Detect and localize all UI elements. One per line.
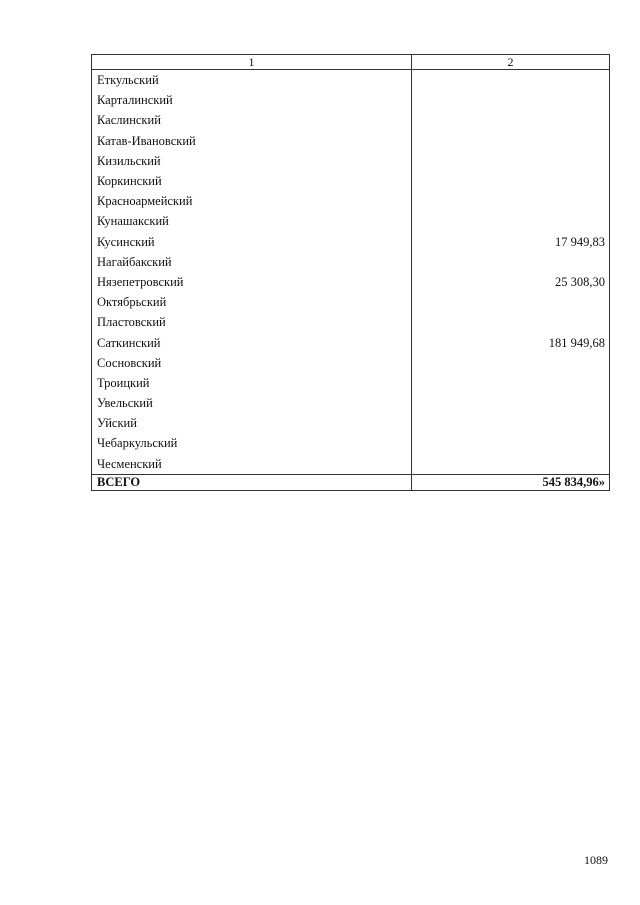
district-value (412, 171, 610, 191)
district-name: Кизильский (92, 151, 412, 171)
district-name: Нязепетровский (92, 272, 412, 292)
table-row (92, 332, 610, 352)
header-row (92, 55, 610, 70)
district-name: Карталинский (92, 90, 412, 110)
district-value (412, 90, 610, 110)
table-row (92, 312, 610, 332)
table-row (92, 232, 610, 252)
total-label: ВСЕГО (92, 474, 412, 490)
district-value (412, 312, 610, 332)
column-header-2: 2 (412, 55, 610, 70)
district-value (412, 151, 610, 171)
district-value (412, 70, 610, 91)
district-value: 17 949,83 (412, 232, 610, 252)
district-value (412, 413, 610, 433)
district-name: Нагайбакский (92, 252, 412, 272)
table-row (92, 90, 610, 110)
table-row (92, 393, 610, 413)
district-name: Сосновский (92, 353, 412, 373)
district-value (412, 373, 610, 393)
district-name: Пластовский (92, 312, 412, 332)
district-name: Увельский (92, 393, 412, 413)
total-value: 545 834,96» (412, 474, 610, 490)
table-row (92, 353, 610, 373)
table-row (92, 171, 610, 191)
total-row (92, 474, 610, 490)
district-value (412, 191, 610, 211)
district-name: Коркинский (92, 171, 412, 191)
district-name: Каслинский (92, 110, 412, 130)
district-name: Чесменский (92, 454, 412, 475)
district-name: Троицкий (92, 373, 412, 393)
district-value (412, 211, 610, 231)
table-row (92, 70, 610, 91)
table-row (92, 292, 610, 312)
district-name: Красноармейский (92, 191, 412, 211)
district-name: Еткульский (92, 70, 412, 91)
district-value (412, 252, 610, 272)
table-row (92, 272, 610, 292)
district-name: Уйский (92, 413, 412, 433)
district-name: Октябрьский (92, 292, 412, 312)
table-row (92, 433, 610, 453)
table-row (92, 110, 610, 130)
district-value (412, 353, 610, 373)
table-row (92, 454, 610, 475)
table-row (92, 252, 610, 272)
table-row (92, 151, 610, 171)
district-value (412, 131, 610, 151)
table-row (92, 413, 610, 433)
table-row (92, 373, 610, 393)
district-value (412, 454, 610, 475)
column-header-1: 1 (92, 55, 412, 70)
district-name: Кусинский (92, 232, 412, 252)
district-value: 25 308,30 (412, 272, 610, 292)
page-number: 1089 (584, 853, 608, 867)
district-name: Саткинский (92, 332, 412, 352)
table-row (92, 211, 610, 231)
district-name: Катав-Ивановский (92, 131, 412, 151)
district-name: Кунашакский (92, 211, 412, 231)
district-value (412, 292, 610, 312)
district-name: Чебаркульский (92, 433, 412, 453)
table-row (92, 131, 610, 151)
district-value: 181 949,68 (412, 332, 610, 352)
table-row (92, 191, 610, 211)
district-value (412, 393, 610, 413)
district-value (412, 110, 610, 130)
district-value (412, 433, 610, 453)
district-table (91, 54, 610, 491)
